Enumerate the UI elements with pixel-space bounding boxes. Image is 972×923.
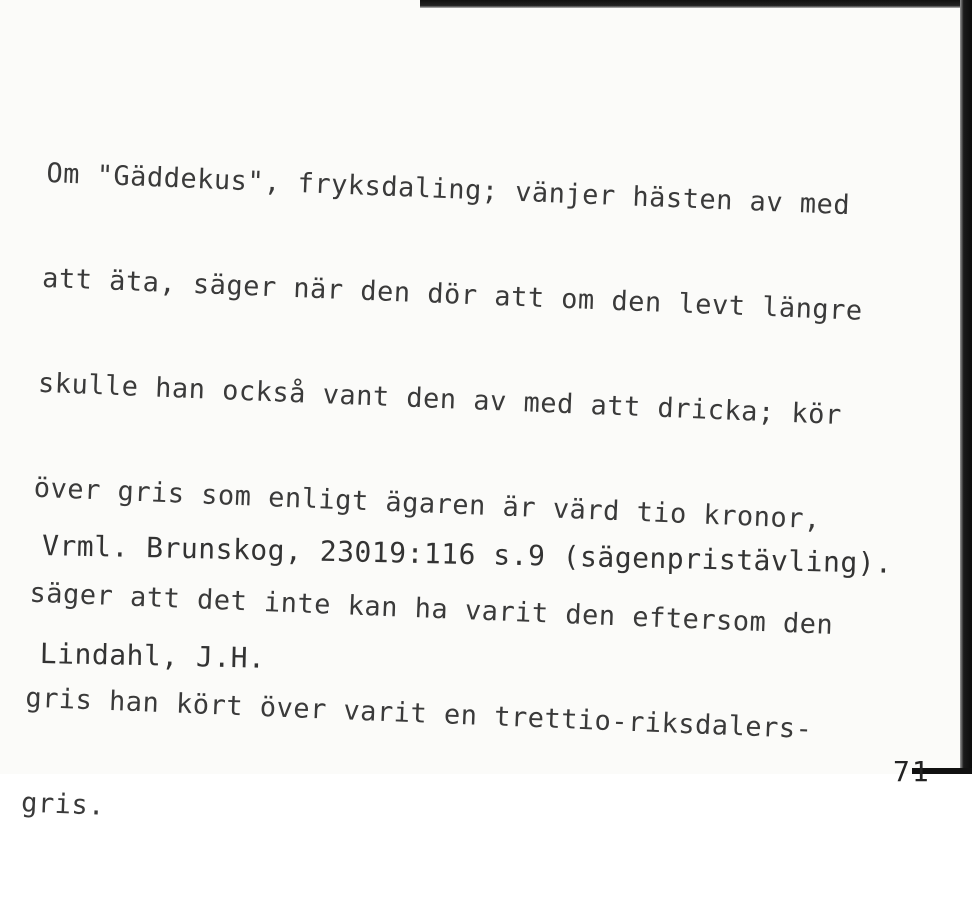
scanner-edge-right	[960, 0, 972, 774]
body-line: skulle han också vant den av med att dricka; kör	[37, 367, 843, 432]
body-line: över gris som enligt ägaren är värd tio kronor,	[33, 472, 822, 536]
body-line: gris han kört över varit en trettio-riksdalers-	[24, 682, 813, 746]
source-line: Vrml. Brunskog, 23019:116 s.9 (sägenpristävling).	[41, 528, 893, 580]
body-line: gris.	[20, 787, 106, 822]
page-number: 71	[893, 755, 931, 788]
informant-line: Lindahl, J.H.	[39, 636, 266, 675]
body-line: att äta, säger när den dör att om den levt längre	[41, 262, 864, 327]
body-line: säger att det inte kan ha varit den eftersom den	[29, 577, 834, 641]
body-line: Om "Gäddekus", fryksdaling; vänjer hästen av med	[45, 157, 851, 222]
scanner-edge-top	[420, 0, 972, 8]
card-source-reference	[38, 456, 894, 762]
